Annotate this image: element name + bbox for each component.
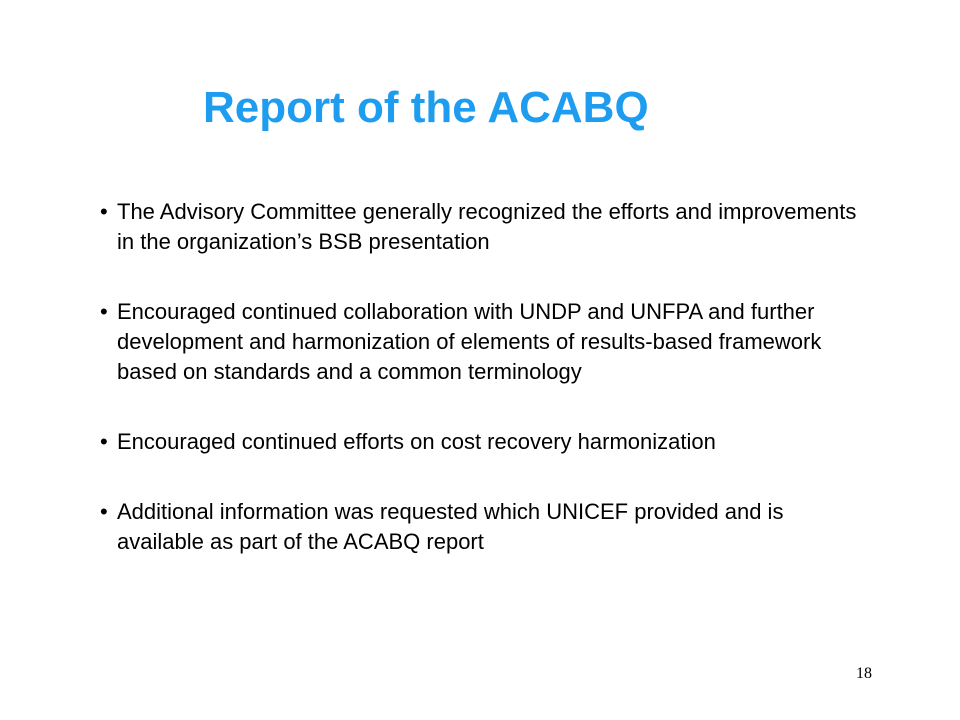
- bullet-text: Encouraged continued collaboration with UNDP and UNFPA and further development and harmonization of elements of results-based framework based on standards and a common terminology: [117, 299, 822, 384]
- bullet-dot-icon: •: [100, 499, 108, 524]
- bullet-dot-icon: •: [100, 299, 108, 324]
- bullet-item: [100, 497, 860, 557]
- page-number: 18: [856, 665, 872, 682]
- bullet-dot-icon: •: [100, 429, 108, 454]
- bullet-dot-icon: •: [100, 199, 108, 224]
- bullet-text: Additional information was requested which UNICEF provided and is available as part of the ACABQ report: [117, 499, 784, 554]
- bullet-text: Encouraged continued efforts on cost recovery harmonization: [117, 429, 716, 454]
- bullet-item: [100, 427, 860, 457]
- bullet-item: [100, 297, 860, 387]
- slide-title: Report of the ACABQ: [203, 83, 649, 132]
- bullet-list: [100, 197, 860, 597]
- bullet-text: The Advisory Committee generally recognized the efforts and improvements in the organization’s BSB presentation: [117, 199, 857, 254]
- bullet-item: [100, 197, 860, 257]
